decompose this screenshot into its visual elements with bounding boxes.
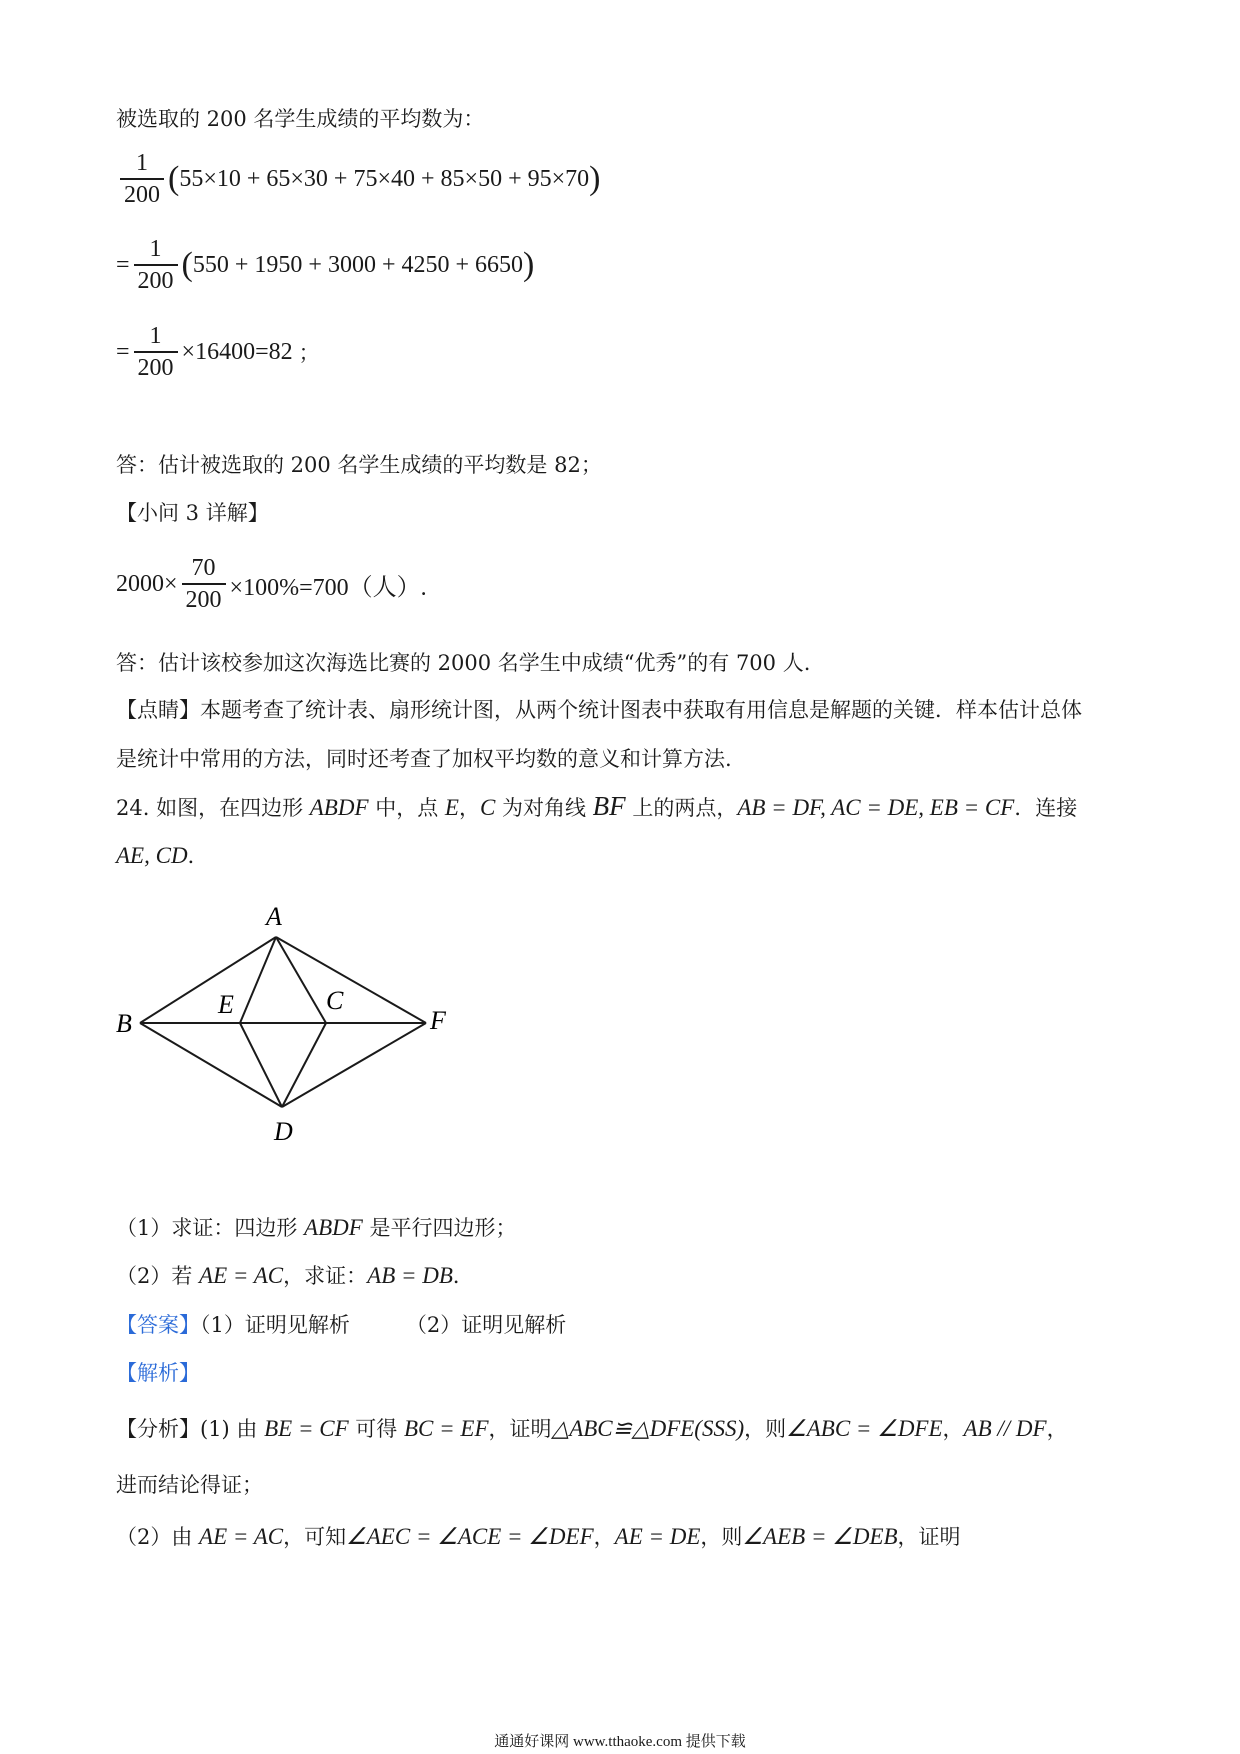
- text: （1）求证：四边形: [116, 1216, 305, 1240]
- equation-excellent-count: [116, 555, 427, 613]
- numerator: 1: [136, 150, 148, 176]
- segment-AC: [276, 937, 326, 1023]
- analysis-line-2: 进而结论得证；: [116, 1473, 263, 1497]
- figure-lines: [140, 937, 426, 1107]
- math: AE = DE: [614, 1524, 701, 1549]
- fraction: [134, 323, 178, 381]
- math: ∠AEC = ∠ACE = ∠DEF: [346, 1524, 594, 1549]
- label-F: F: [430, 1006, 446, 1035]
- denominator: 200: [134, 351, 178, 381]
- sub-question-3-header: 【小问 3 详解】: [116, 501, 269, 525]
- answer-part2: 答：估计被选取的 200 名学生成绩的平均数是 82；: [116, 453, 602, 477]
- paren-close: ): [523, 246, 535, 283]
- numerator: 1: [149, 236, 162, 262]
- paren-open: (: [181, 246, 193, 283]
- paren-open: (: [168, 160, 180, 197]
- quadrilateral-figure: [100, 895, 460, 1155]
- text: （2）由: [116, 1525, 200, 1549]
- part-2-question: [116, 1261, 474, 1291]
- segment-AF: [276, 937, 426, 1023]
- math: AB // DF: [963, 1416, 1047, 1441]
- math: ∠AEB = ∠DEB: [742, 1524, 898, 1549]
- numerator: 1: [149, 323, 162, 349]
- label-A: A: [266, 902, 282, 931]
- expression: ×16400=82: [181, 338, 293, 365]
- segment-AB: [140, 937, 276, 1023]
- analysis-line-1: [116, 1414, 1068, 1444]
- label-C: C: [326, 986, 344, 1015]
- answer-part3: 答：估计该校参加这次海选比赛的 2000 名学生中成绩“优秀”的有 700 人.: [116, 651, 811, 675]
- text: ，: [458, 796, 480, 820]
- text: （2）若: [116, 1264, 200, 1288]
- text: 24. 如图，在四边形: [116, 796, 310, 820]
- denominator: 200: [182, 583, 226, 613]
- math: AB = DB: [367, 1263, 453, 1288]
- text: ．: [452, 1264, 474, 1288]
- text: 是平行四边形；: [362, 1216, 517, 1240]
- analysis-line-3: [116, 1522, 961, 1552]
- label-B: B: [116, 1009, 132, 1038]
- equals-sign: =: [116, 251, 130, 278]
- text: 【分析】(1) 由: [116, 1417, 265, 1441]
- answer-part-2: （2）证明见解析: [405, 1313, 567, 1337]
- segment-AE: [240, 937, 276, 1023]
- text: 上的两点，: [625, 796, 738, 820]
- math: ABDF: [309, 795, 369, 820]
- text: 可得: [348, 1417, 404, 1441]
- math: AE, CD: [116, 843, 188, 868]
- text: ，: [593, 1525, 615, 1549]
- label-D: D: [274, 1117, 293, 1146]
- text: ，证明: [897, 1525, 961, 1549]
- page-footer: 通通好课网 www.tthaoke.com 提供下载: [494, 1734, 746, 1750]
- math: AE = AC: [199, 1263, 284, 1288]
- text: ，证明: [488, 1417, 552, 1441]
- label-E: E: [218, 990, 234, 1019]
- equation-mean-2: [116, 236, 534, 294]
- math: E: [444, 795, 459, 820]
- text: ，求证：: [283, 1264, 368, 1288]
- answer-line: [116, 1310, 566, 1340]
- math: BF: [592, 791, 626, 821]
- text: ，: [942, 1417, 964, 1441]
- math: △ABC≌△DFE(SSS): [551, 1416, 745, 1441]
- math: C: [479, 795, 496, 820]
- math: BC = EF: [403, 1416, 489, 1441]
- expression-prefix: 2000×: [116, 570, 178, 597]
- text: ，则: [700, 1525, 743, 1549]
- denominator: 200: [134, 264, 178, 294]
- numerator: 70: [191, 555, 216, 581]
- fraction: [182, 555, 226, 613]
- denominator: 200: [120, 178, 164, 208]
- text: ，则: [744, 1417, 787, 1441]
- fraction: [134, 236, 178, 294]
- analysis-tag: 【解析】: [116, 1361, 200, 1385]
- question-24-line-2: [116, 841, 209, 871]
- text: ．连接: [1014, 796, 1078, 820]
- fraction: [120, 150, 164, 208]
- answer-tag: 【答案】: [116, 1313, 200, 1337]
- comment-line-1: 【点睛】本题考查了统计表、扇形统计图，从两个统计图表中获取有用信息是解题的关键．样本估计总体: [116, 698, 1082, 722]
- part-1-question: [116, 1213, 517, 1243]
- math: ABDF: [304, 1215, 363, 1240]
- math: AE = AC: [199, 1524, 284, 1549]
- math: BE = CF: [264, 1416, 349, 1441]
- answer-part-1: （1）证明见解析: [200, 1313, 350, 1337]
- text: ，可知: [283, 1525, 347, 1549]
- expression: 55×10 + 65×30 + 75×40 + 85×50 + 95×70: [179, 165, 590, 192]
- question-24-line-1: [116, 791, 1077, 823]
- math: ∠ABC = ∠DFE: [786, 1416, 943, 1441]
- punctuation: ；: [298, 341, 320, 365]
- equation-mean-3: [116, 323, 320, 381]
- intro-text: 被选取的 200 名学生成绩的平均数为：: [116, 107, 485, 131]
- text: 中，点: [368, 796, 445, 820]
- expression: 550 + 1950 + 3000 + 4250 + 6650: [192, 251, 524, 278]
- equals-sign: =: [116, 338, 130, 365]
- equation-mean-1: [116, 150, 600, 208]
- math: AB = DF, AC = DE, EB = CF: [737, 795, 1015, 820]
- comment-line-2: 是统计中常用的方法，同时还考查了加权平均数的意义和计算方法.: [116, 747, 732, 771]
- text: 为对角线: [495, 796, 593, 820]
- expression: ×100%=700（人）.: [229, 574, 427, 601]
- paren-close: ): [589, 160, 601, 197]
- text: ，: [1046, 1417, 1068, 1441]
- text: ．: [187, 844, 209, 868]
